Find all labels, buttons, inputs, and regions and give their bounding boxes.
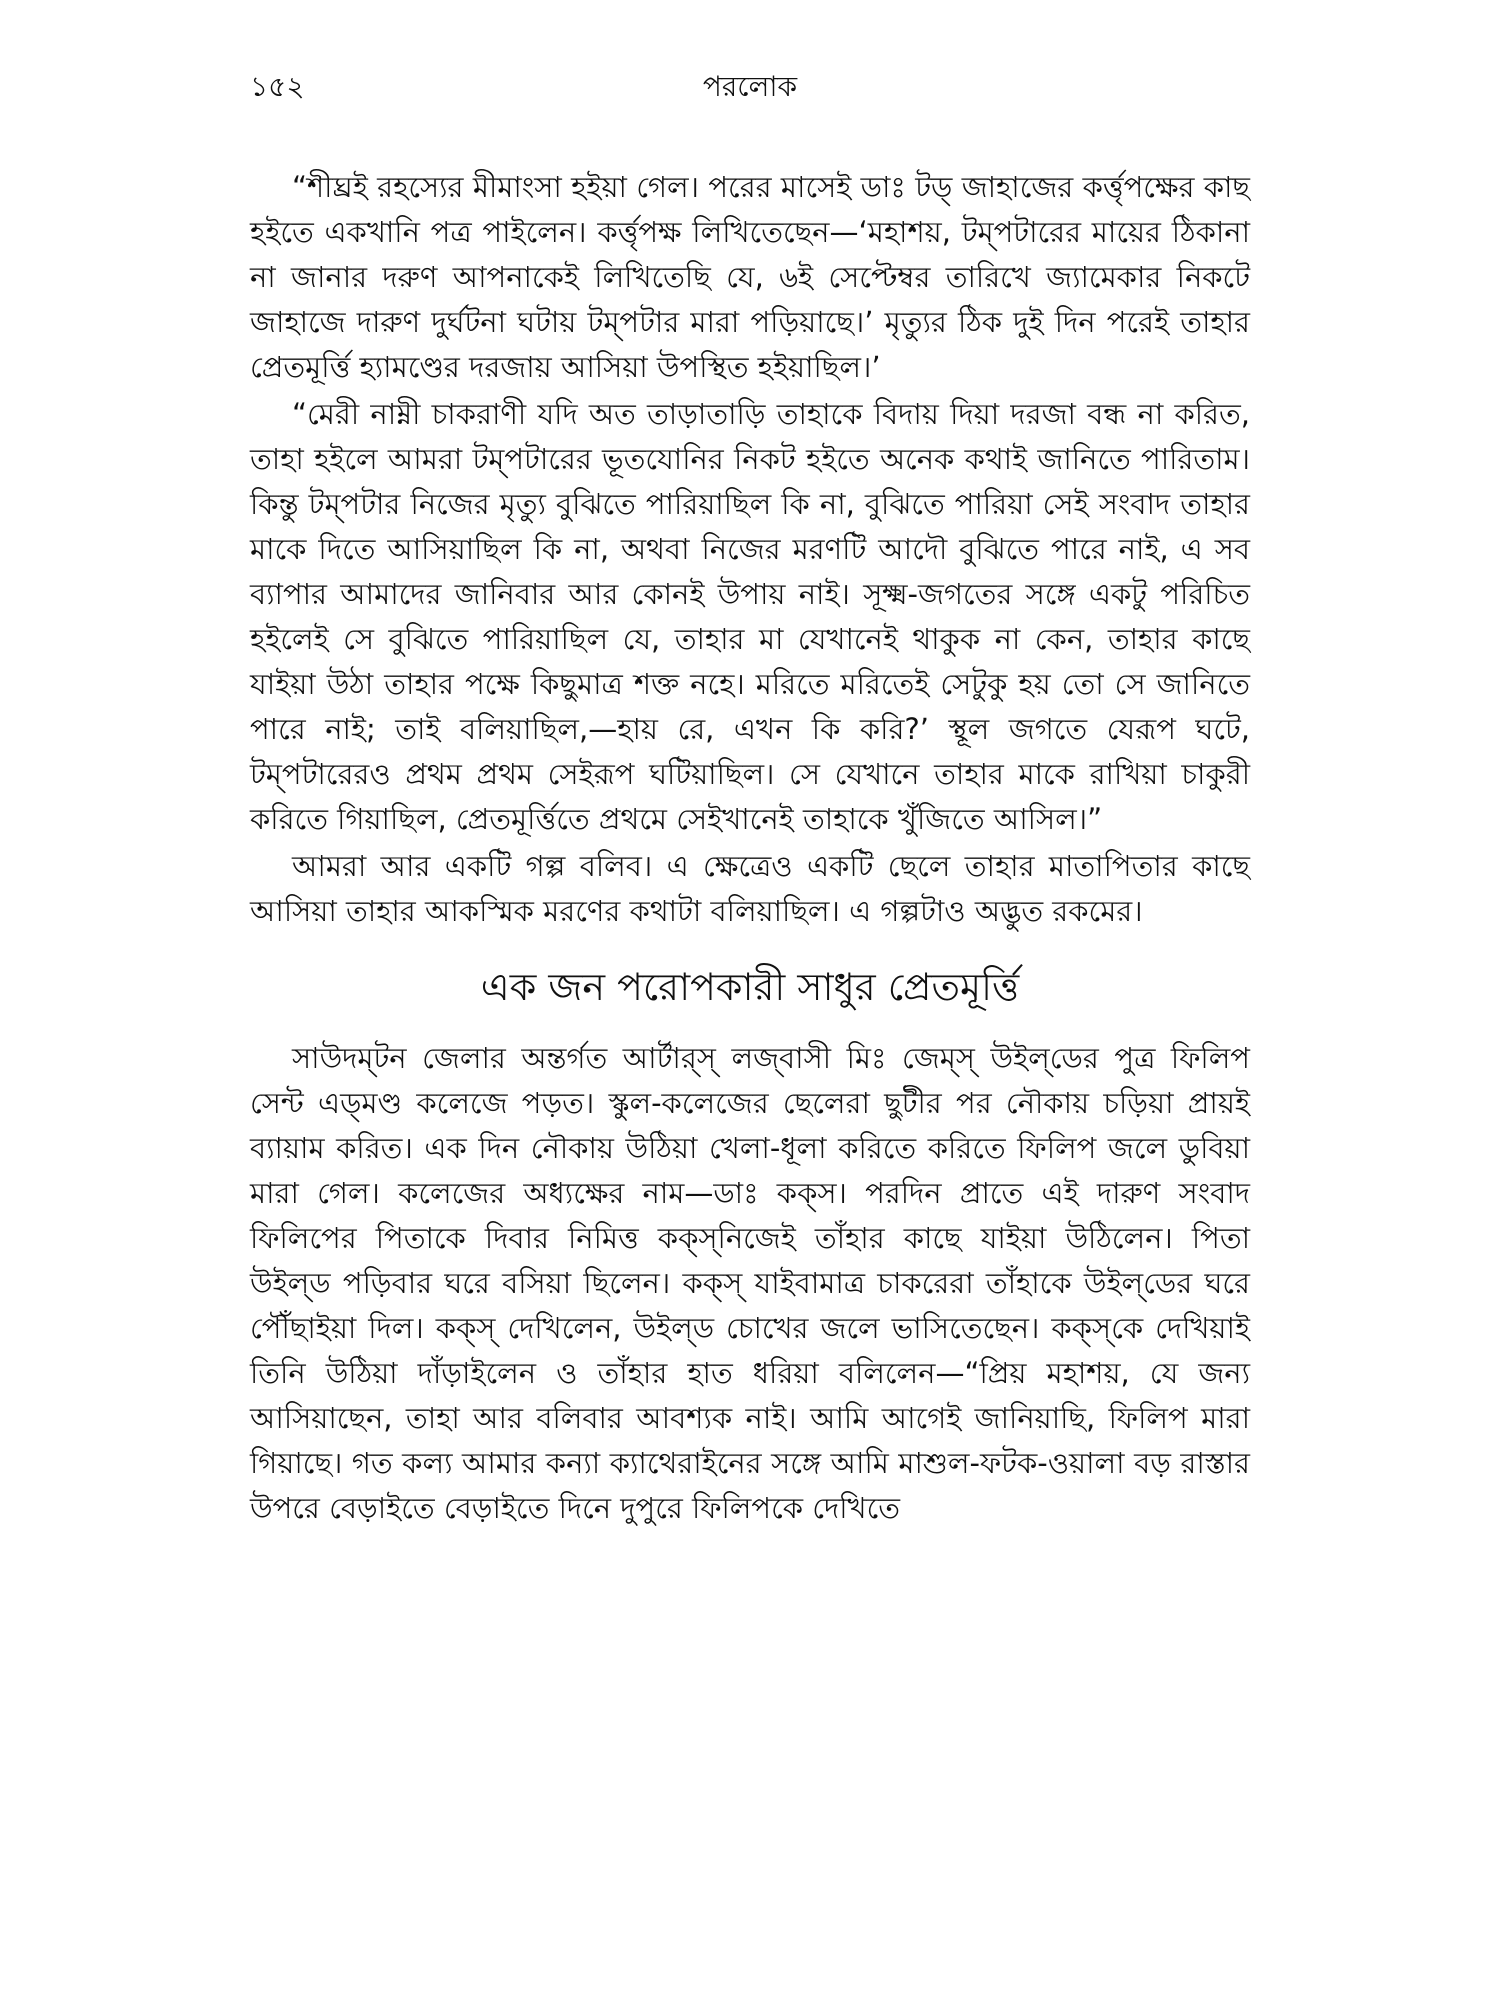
section-heading: এক জন পরোপকারী সাধুর প্রেতমূর্ত্তি	[480, 965, 1020, 1009]
paragraph-2: “মেরী নাম্নী চাকরাণী যদি অত তাড়াতাড়ি তাহাকে বিদায় দিয়া দরজা বন্ধ না করিত, তাহা হইলে আমরা টম্‌পটারের ভূতযোনির নিকট হইতে অনেক কথাই জানিতে পারিতাম। কিন্তু টম্‌পটার নিজের মৃত্যু বুঝিতে পারিয়াছিল কি না, বুঝিতে পারিয়া সেই সংবাদ তাহার মাকে দিতে আসিয়াছিল কি না, অথবা নিজের মরণটি আদৌ বুঝিতে পারে নাই, এ সব ব্যাপার আমাদের জানিবার আর কোনই উপায় নাই। সূক্ষ্ম-জগতের সঙ্গে একটু পরিচিত হইলেই সে বুঝিতে পারিয়াছিল যে, তাহার মা যেখানেই থাকুক না কেন, তাহার কাছে যাইয়া উঠা তাহার পক্ষে কিছুমাত্র শক্ত নহে। মরিতে মরিতেই সেটুকু হয় তো সে জানিতে পারে নাই; তাই বলিয়াছিল,—হায় রে, এখন কি করি?’ স্থূল জগতে যেরূপ ঘটে, টম্‌পটারেরও প্রথম প্রথম সেইরূপ ঘটিয়াছিল। সে যেখানে তাহার মাকে রাখিয়া চাকুরী করিতে গিয়াছিল, প্রেতমূর্ত্তিতে প্রথমে সেইখানেই তাহাকে খুঁজিতে আসিল।”	[250, 397, 1250, 836]
page-number: ১৫২	[250, 70, 305, 103]
paragraph-4: সাউদম্‌টন জেলার অন্তর্গত আর্টার্‌স্ লজ্‌বাসী মিঃ জেম্‌স্ উইল্‌ডের পুত্র ফিলিপ সেন্ট এড্‌মণ্ড কলেজে পড়ত। স্কুল-কলেজের ছেলেরা ছুটীর পর নৌকায় চড়িয়া প্রায়ই ব্যায়াম করিত। এক দিন নৌকায় উঠিয়া খেলা-ধূলা করিতে করিতে ফিলিপ জলে ডুবিয়া মারা গেল। কলেজের অধ্যক্ষের নাম—ডাঃ কক্‌স। পরদিন প্রাতে এই দারুণ সংবাদ ফিলিপের পিতাকে দিবার নিমিত্ত কক্‌স্‌নিজেই তাঁহার কাছে যাইয়া উঠিলেন। পিতা উইল্‌ড পড়িবার ঘরে বসিয়া ছিলেন। কক্‌স্ যাইবামাত্র চাকরেরা তাঁহাকে উইল্‌ডের ঘরে পৌঁছাইয়া দিল। কক্‌স্ দেখিলেন, উইল্‌ড চোখের জলে ভাসিতেছেন। কক্‌স্‌কে দেখিয়াই তিনি উঠিয়া দাঁড়াইলেন ও তাঁহার হাত ধরিয়া বলিলেন—“প্রিয় মহাশয়, যে জন্য আসিয়াছেন, তাহা আর বলিবার আবশ্যক নাই। আমি আগেই জানিয়াছি, ফিলিপ মারা গিয়াছে। গত কল্য আমার কন্যা ক্যাথেরাইনের সঙ্গে আমি মাশুল-ফটক-ওয়ালা বড় রাস্তার উপরে বেড়াইতে বেড়াইতে দিনে দুপুরে ফিলিপকে দেখিতে	[250, 1041, 1250, 1525]
running-header	[250, 62, 1250, 112]
running-title: পরলোক	[702, 70, 798, 103]
paragraph-1: “শীঘ্রই রহস্যের মীমাংসা হইয়া গেল। পরের মাসেই ডাঃ টড্ জাহাজের কর্ত্তৃপক্ষের কাছ হইতে একখানি পত্র পাইলেন। কর্ত্তৃপক্ষ লিখিতেছেন—‘মহাশয়, টম্‌পটারের মায়ের ঠিকানা না জানার দরুণ আপনাকেই লিখিতেছি যে, ৬ই সেপ্টেম্বর তারিখে জ্যামেকার নিকটে জাহাজে দারুণ দুর্ঘটনা ঘটায় টম্‌পটার মারা পড়িয়াছে।’ মৃত্যুর ঠিক দুই দিন পরেই তাহার প্রেতমূর্ত্তি হ্যামণ্ডের দরজায় আসিয়া উপস্থিত হইয়াছিল।’	[250, 170, 1250, 384]
paragraph-3: আমরা আর একটি গল্প বলিব। এ ক্ষেত্রেও একটি ছেলে তাহার মাতাপিতার কাছে আসিয়া তাহার আকস্মিক মরণের কথাটা বলিয়াছিল। এ গল্পটাও অদ্ভুত রকমের।	[250, 849, 1250, 928]
body-text	[250, 165, 1250, 1533]
